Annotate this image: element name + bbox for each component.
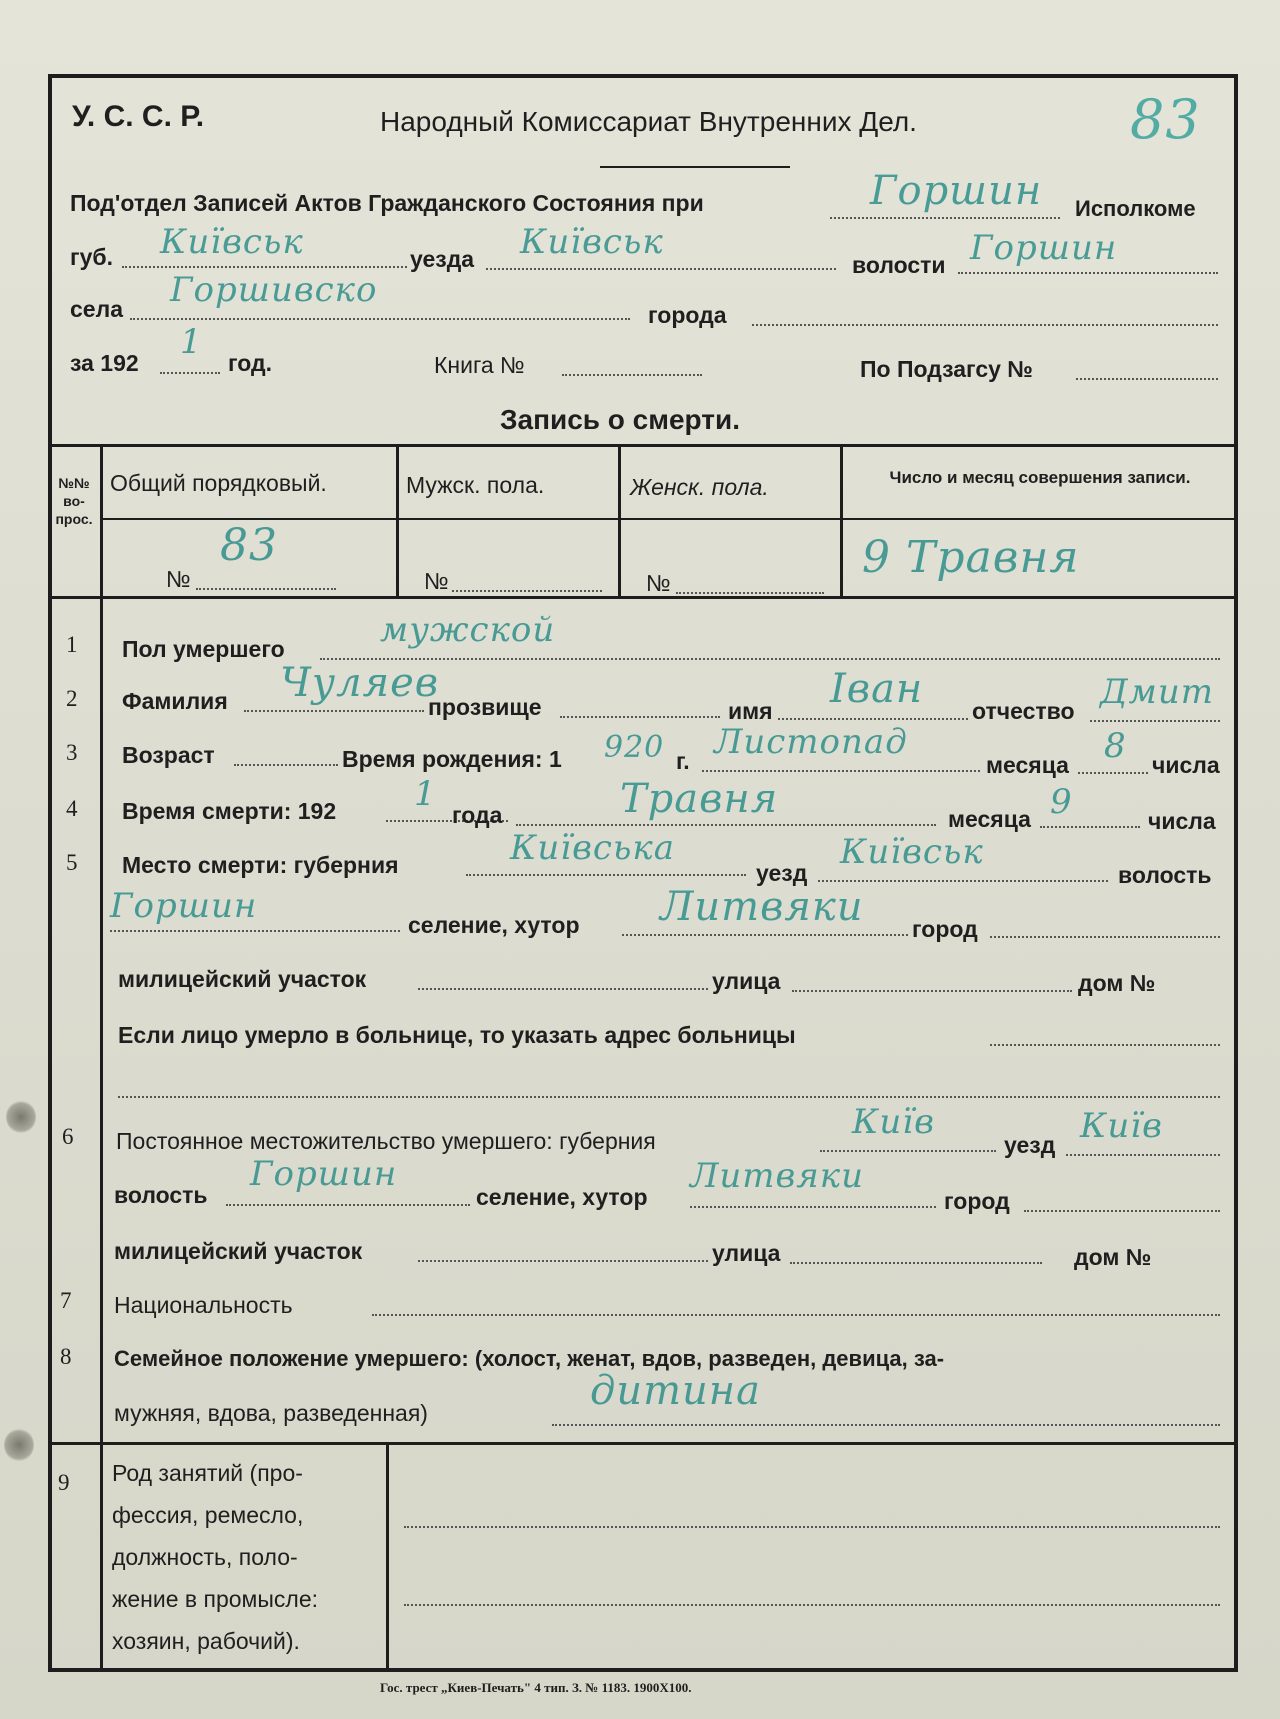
subdept-label: Под'отдел Записей Актов Гражданского Состояния при bbox=[70, 190, 704, 216]
ispolkom-label: Исполкоме bbox=[1075, 196, 1196, 221]
row-num-8: 8 bbox=[60, 1344, 72, 1369]
year-value: 1 bbox=[180, 322, 203, 362]
r9-line-5: хозяин, рабочий). bbox=[112, 1628, 300, 1654]
col-divider-3 bbox=[618, 444, 621, 596]
row-num-3: 3 bbox=[66, 740, 78, 765]
r5-ulica-line bbox=[792, 990, 1072, 992]
date-value: 9 Травня bbox=[862, 532, 1080, 583]
god-label: год. bbox=[228, 350, 273, 376]
gub-line bbox=[122, 266, 407, 268]
commissariat-title: Народный Комиссариат Внутренних Дел. bbox=[380, 106, 917, 137]
r6-gub-line bbox=[820, 1150, 996, 1152]
male-no: № bbox=[424, 568, 449, 594]
r5-uezd: уезд bbox=[756, 860, 808, 886]
r5-uezd-line bbox=[818, 880, 1108, 882]
row9-top-line bbox=[48, 1442, 1238, 1445]
r2-name-value: Іван bbox=[830, 666, 924, 712]
r8-value: дитина bbox=[590, 1368, 761, 1414]
row-num-1: 1 bbox=[66, 632, 78, 657]
row-num-7: 7 bbox=[60, 1288, 72, 1313]
r2-surname-value: Чуляев bbox=[280, 660, 440, 706]
r6-volost-value: Горшин bbox=[250, 1154, 398, 1194]
r5-gorod: город bbox=[912, 916, 978, 942]
r6-uezd-line bbox=[1066, 1154, 1220, 1156]
r5-dom: дом № bbox=[1078, 970, 1156, 996]
header-underline bbox=[600, 166, 790, 168]
r5-gub-value: Київська bbox=[510, 828, 676, 868]
r3-age: Возраст bbox=[122, 742, 215, 768]
col-date: Число и месяц совершения записи. bbox=[889, 468, 1191, 487]
uezda-line bbox=[486, 268, 836, 270]
col-general: Общий порядковый. bbox=[110, 470, 327, 496]
row-num-2: 2 bbox=[66, 686, 78, 711]
volosti-line bbox=[958, 272, 1218, 274]
col-divider-1 bbox=[100, 444, 103, 1672]
table-bottom-line bbox=[48, 596, 1238, 599]
r7-line bbox=[372, 1314, 1220, 1316]
r5-hospital: Если лицо умерло в больнице, то указать адрес больницы bbox=[118, 1022, 796, 1048]
uezda-label: уезда bbox=[410, 246, 475, 272]
form-title: Запись о смерти. bbox=[500, 404, 740, 435]
r2-nick: прозвище bbox=[428, 694, 542, 720]
r2-nick-line bbox=[560, 716, 720, 718]
row-num-6: 6 bbox=[62, 1124, 74, 1149]
r4-day-value: 9 bbox=[1050, 782, 1073, 822]
r4-month-line bbox=[516, 824, 936, 826]
row-num-9: 9 bbox=[58, 1470, 70, 1495]
r5-selo-value: Литвяки bbox=[660, 884, 864, 930]
r6-gub-value: Київ bbox=[852, 1102, 935, 1142]
r7-label: Национальность bbox=[114, 1292, 293, 1318]
r2-patr: отчество bbox=[972, 698, 1075, 724]
r6-selo-line bbox=[690, 1206, 936, 1208]
r8-line2: мужняя, вдова, разведенная) bbox=[114, 1400, 428, 1426]
r3-day-value: 8 bbox=[1104, 726, 1127, 766]
r2-name-line bbox=[778, 718, 968, 720]
r6-milic: милицейский участок bbox=[114, 1238, 363, 1264]
r2-patr-value: Дмит bbox=[1100, 672, 1214, 712]
general-value: 83 bbox=[220, 520, 278, 571]
female-line bbox=[676, 592, 824, 594]
volosti-label: волости bbox=[852, 252, 946, 278]
r3-birth: Время рождения: 1 bbox=[342, 746, 562, 772]
year-label: за 192 bbox=[70, 350, 139, 376]
r5-uezd-value: Київськ bbox=[840, 832, 984, 872]
male-line bbox=[452, 590, 602, 592]
r2-surname: Фамилия bbox=[122, 688, 228, 714]
sheet-number: 83 bbox=[1130, 88, 1201, 151]
r6-volost-line bbox=[226, 1204, 470, 1206]
kniga-line bbox=[562, 374, 702, 376]
col-female: Женск. пола. bbox=[630, 474, 769, 500]
r9-line-4: жение в промысле: bbox=[112, 1586, 319, 1612]
r6-uezd: уезд bbox=[1004, 1132, 1056, 1158]
r9-answer-line-2 bbox=[404, 1604, 1220, 1606]
r6-gorod: город bbox=[944, 1188, 1010, 1214]
r1-value: мужской bbox=[380, 610, 556, 650]
r5-volost: волость bbox=[1118, 862, 1212, 888]
col-divider-2 bbox=[396, 444, 399, 596]
selo-label: села bbox=[70, 296, 123, 322]
republic-label: У. С. С. Р. bbox=[72, 100, 205, 133]
punch-hole-top bbox=[6, 1100, 36, 1134]
r3-day-line bbox=[1078, 772, 1148, 774]
punch-hole-bottom bbox=[4, 1428, 34, 1462]
r3-g: г. bbox=[676, 748, 690, 774]
r2-surname-line bbox=[244, 710, 424, 712]
year-line bbox=[160, 372, 220, 374]
row9-divider bbox=[386, 1442, 389, 1672]
r5-volost-line bbox=[110, 930, 400, 932]
row-num-5: 5 bbox=[66, 850, 78, 875]
r5-hospital-line-1 bbox=[990, 1044, 1220, 1046]
r1-line bbox=[320, 658, 1220, 660]
general-no: № bbox=[166, 566, 191, 592]
general-line bbox=[196, 588, 336, 590]
r4-year-value: 1 bbox=[414, 774, 437, 814]
col-qnum: №№ во-прос. bbox=[55, 475, 93, 527]
r6-gorod-line bbox=[1024, 1210, 1220, 1212]
r1-label: Пол умершего bbox=[122, 636, 285, 662]
r4-death: Время смерти: 192 bbox=[122, 798, 337, 824]
col-male: Мужск. пола. bbox=[406, 472, 545, 498]
gub-value: Київськ bbox=[160, 222, 304, 262]
goroda-label: города bbox=[648, 302, 727, 328]
r5-gorod-line bbox=[990, 936, 1220, 938]
podzags-line bbox=[1076, 378, 1218, 380]
r6-label: Постоянное местожительство умершего: губерния bbox=[116, 1128, 656, 1154]
col-divider-4 bbox=[840, 444, 843, 596]
table-top-line bbox=[48, 444, 1238, 447]
r5-milic-line bbox=[418, 988, 708, 990]
r2-patr-line bbox=[1090, 720, 1220, 722]
r8-line bbox=[552, 1424, 1220, 1426]
selo-line bbox=[130, 318, 630, 320]
subdept-line bbox=[830, 217, 1060, 219]
r6-milic-line bbox=[418, 1260, 708, 1262]
r9-answer-line-1 bbox=[404, 1526, 1220, 1528]
female-no: № bbox=[646, 570, 671, 596]
selo-value: Горшивско bbox=[170, 270, 378, 310]
r6-selo-value: Литвяки bbox=[690, 1156, 865, 1196]
r5-volost-value: Горшин bbox=[110, 886, 258, 926]
r3-age-line bbox=[234, 764, 338, 766]
gub-label: губ. bbox=[70, 244, 113, 270]
r9-line-3: должность, поло- bbox=[112, 1544, 298, 1570]
uezda-value: Київськ bbox=[520, 222, 664, 262]
r4-day-line bbox=[1040, 826, 1140, 828]
kniga-label: Книга № bbox=[434, 352, 525, 378]
r6-dom: дом № bbox=[1074, 1244, 1152, 1270]
r6-volost: волость bbox=[114, 1182, 208, 1208]
r5-selo-line bbox=[622, 934, 908, 936]
r4-goda: года bbox=[452, 802, 503, 828]
r5-place: Место смерти: губерния bbox=[122, 852, 399, 878]
printer-imprint: Гос. трест „Киев-Печать" 4 тип. З. № 1183. 1900Х100. bbox=[380, 1680, 692, 1695]
r9-line-2: фессия, ремесло, bbox=[112, 1502, 304, 1528]
r3-month-value: Листопад bbox=[714, 722, 908, 762]
r3-birth-value: 920 bbox=[604, 730, 665, 765]
r2-name: имя bbox=[728, 698, 773, 724]
volosti-value: Горшин bbox=[970, 228, 1118, 268]
r5-milic: милицейский участок bbox=[118, 966, 367, 992]
r6-ulica: улица bbox=[712, 1240, 781, 1266]
r6-uezd-value: Київ bbox=[1080, 1106, 1163, 1146]
r6-selo: селение, хутор bbox=[476, 1184, 648, 1210]
r5-gub-line bbox=[466, 874, 746, 876]
r5-hospital-line-2 bbox=[118, 1096, 1220, 1098]
r9-line-1: Род занятий (про- bbox=[112, 1460, 303, 1486]
r5-ulica: улица bbox=[712, 968, 781, 994]
subdept-value: Горшин bbox=[870, 168, 1043, 214]
r6-ulica-line bbox=[790, 1262, 1042, 1264]
r4-day: числа bbox=[1148, 808, 1216, 834]
row-num-4: 4 bbox=[66, 796, 78, 821]
r3-month: месяца bbox=[986, 752, 1069, 778]
podzags-label: По Подзагсу № bbox=[860, 356, 1033, 382]
r3-month-line bbox=[702, 770, 980, 772]
goroda-line bbox=[752, 324, 1218, 326]
r4-month-value: Травня bbox=[620, 776, 779, 822]
r3-day: числа bbox=[1152, 752, 1220, 778]
r8-line1: Семейное положение умершего: (холост, женат, вдов, разведен, девица, за- bbox=[114, 1346, 945, 1371]
r5-selo: селение, хутор bbox=[408, 912, 580, 938]
r4-month: месяца bbox=[948, 806, 1031, 832]
